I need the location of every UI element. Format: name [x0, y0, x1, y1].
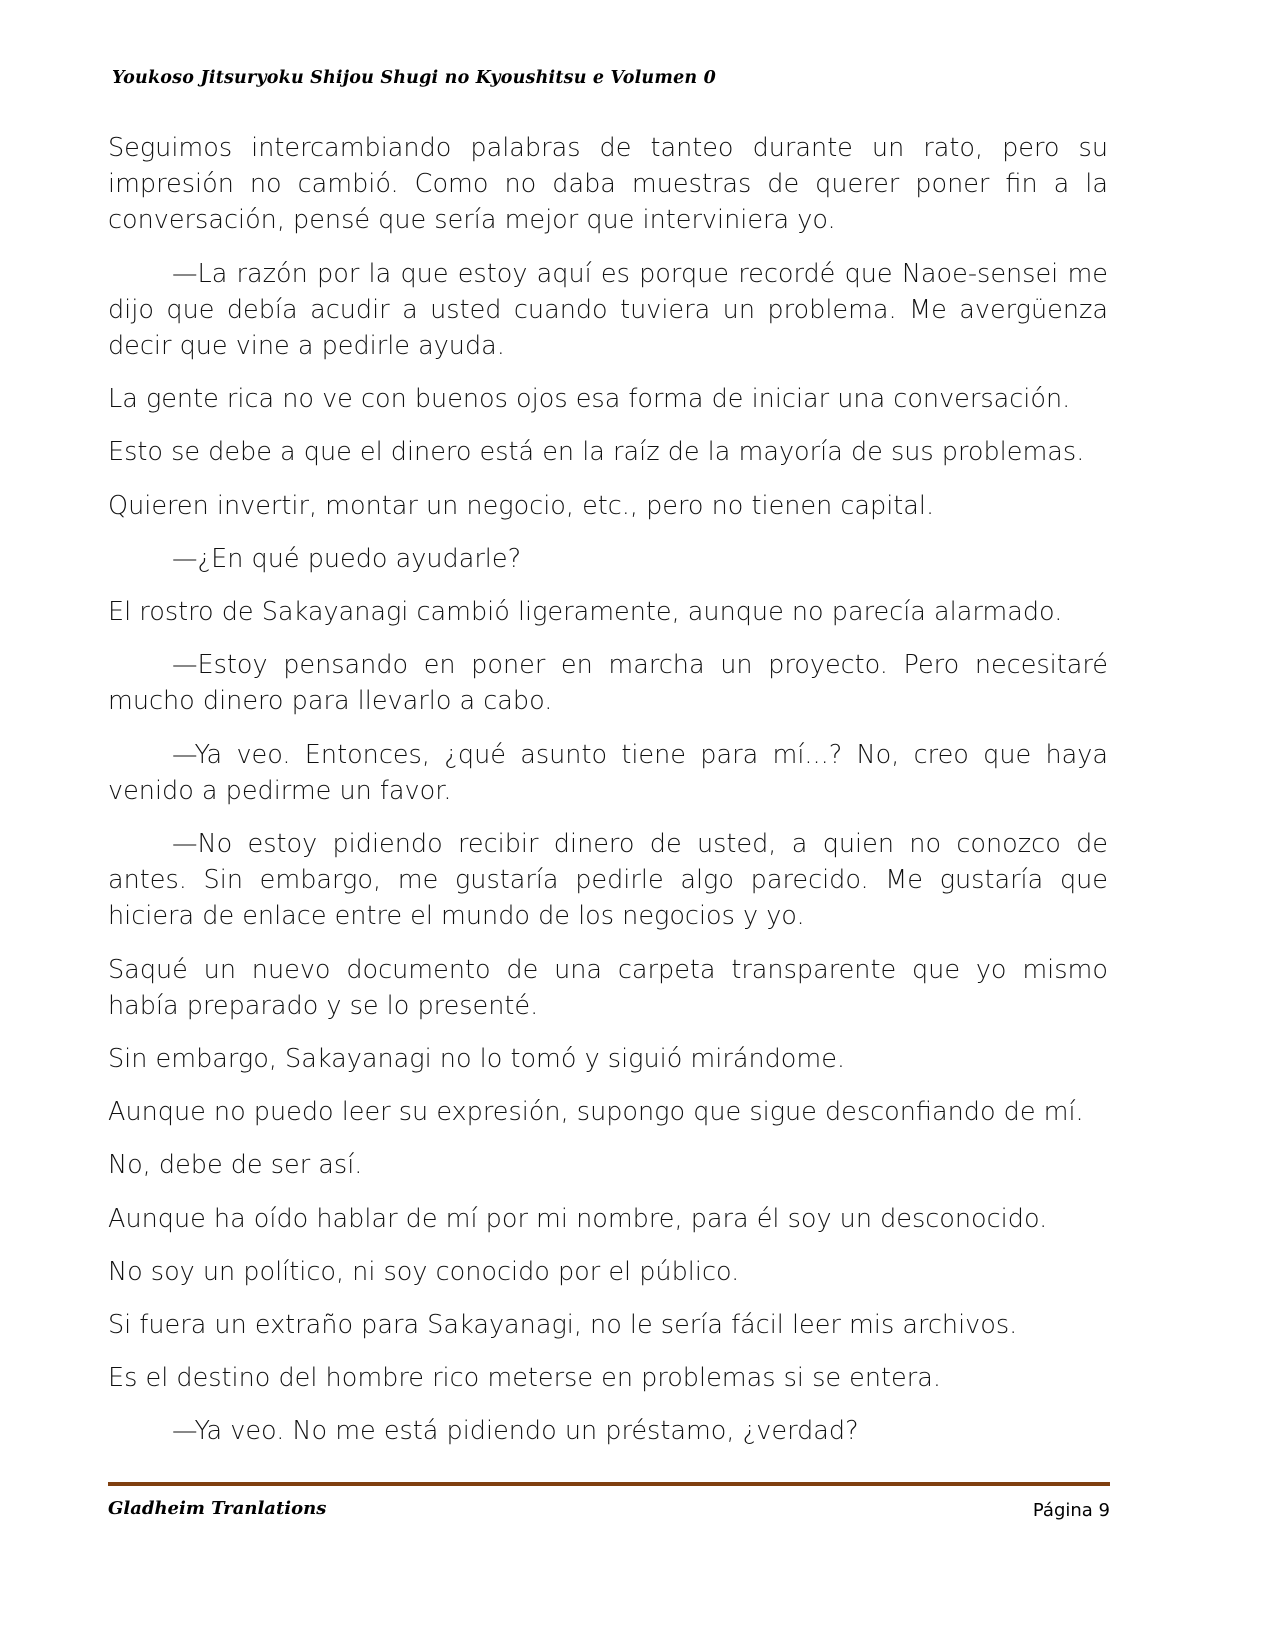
paragraph: Seguimos intercambiando palabras de tanteo durante un rato, pero su impresión no cambió. Como no daba muestras de querer poner fin a la conversación, pensé que sería mejor que interviniera yo.	[108, 133, 1108, 236]
document-body	[108, 130, 1108, 1450]
footer-credit: Gladheim Tranlations	[108, 1498, 327, 1519]
page-header-title: Youkoso Jitsuryoku Shijou Shugi no Kyoushitsu e Volumen 0	[112, 68, 716, 88]
paragraph: No soy un político, ni soy conocido por el público.	[108, 1256, 740, 1287]
paragraph: Esto se debe a que el dinero está en la raíz de la mayoría de sus problemas.	[108, 437, 1085, 468]
paragraph: El rostro de Sakayanagi cambió ligeramente, aunque no parecía alarmado.	[108, 597, 1063, 628]
paragraph: Aunque no puedo leer su expresión, supongo que sigue desconfiando de mí.	[108, 1097, 1084, 1128]
paragraph: —¿En qué puedo ayudarle?	[172, 543, 522, 574]
paragraph: La gente rica no ve con buenos ojos esa forma de iniciar una conversación.	[108, 384, 1071, 415]
paragraph: Aunque ha oído hablar de mí por mi nombre, para él soy un desconocido.	[108, 1203, 1048, 1234]
paragraph: Si fuera un extraño para Sakayanagi, no le sería fácil leer mis archivos.	[108, 1310, 1018, 1341]
paragraph: Quieren invertir, montar un negocio, etc., pero no tienen capital.	[108, 490, 935, 521]
paragraph: —Estoy pensando en poner en marcha un proyecto. Pero necesitaré mucho dinero para llevarlo a cabo.	[108, 650, 1108, 717]
page-footer	[108, 1494, 1110, 1534]
paragraph: —La razón por la que estoy aquí es porque recordé que Naoe-sensei me dijo que debía acudir a usted cuando tuviera un problema. Me avergüenza decir que vine a pedirle ayuda.	[108, 258, 1108, 362]
paragraph: —No estoy pidiendo recibir dinero de usted, a quien no conozco de antes. Sin embargo, me gustaría pedirle algo parecido. Me gustaría que hiciera de enlace entre el mundo de los negocios y yo.	[108, 829, 1108, 932]
paragraph: No, debe de ser así.	[108, 1150, 363, 1181]
page-number: Página 9	[1032, 1500, 1110, 1521]
paragraph: —Ya veo. No me está pidiendo un préstamo, ¿verdad?	[172, 1416, 859, 1447]
paragraph: Es el destino del hombre rico meterse en problemas si se entera.	[108, 1363, 941, 1394]
paragraph: Saqué un nuevo documento de una carpeta transparente que yo mismo había preparado y se lo presenté.	[108, 954, 1108, 1021]
paragraph: Sin embargo, Sakayanagi no lo tomó y siguió mirándome.	[108, 1044, 846, 1075]
paragraph: —Ya veo. Entonces, ¿qué asunto tiene para mí...? No, creo que haya venido a pedirme un favor.	[108, 739, 1108, 806]
footer-divider	[108, 1482, 1110, 1486]
